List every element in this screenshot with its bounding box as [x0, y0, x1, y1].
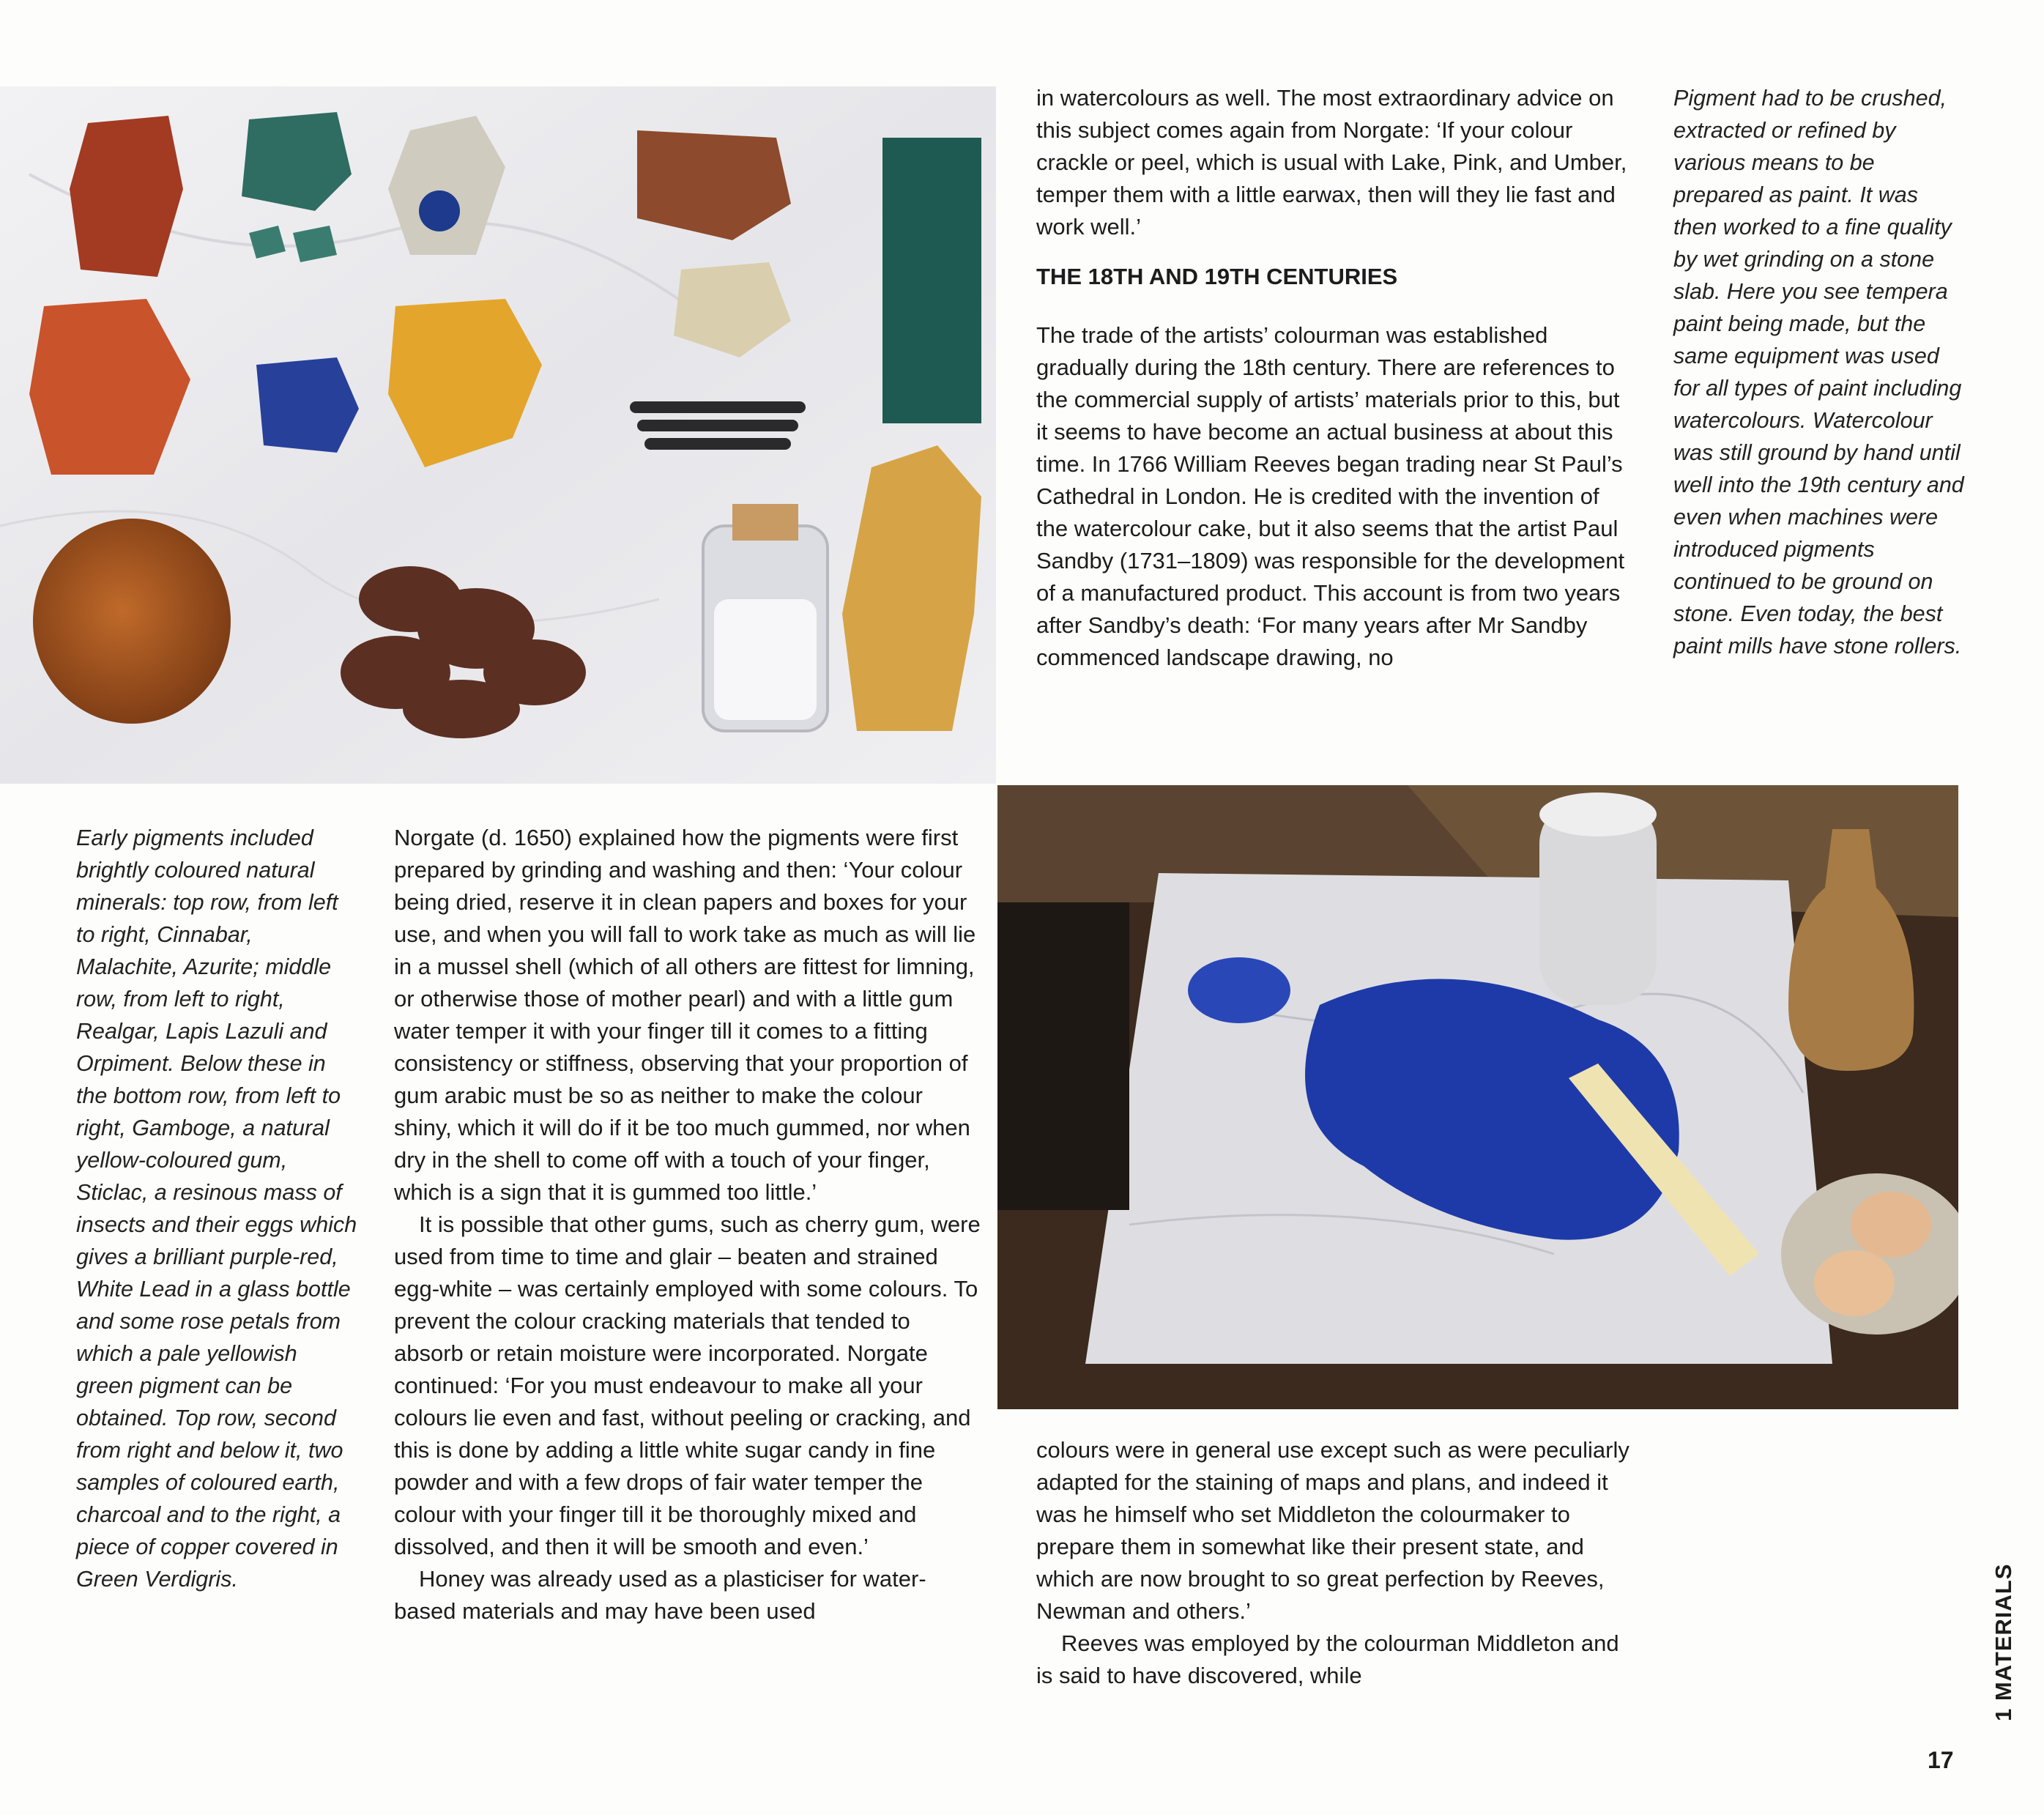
- grinding-caption-text: Pigment had to be crushed, extracted or refined by various means to be prepared as paint. It was then worked to a fine quality by wet grinding on a stone slab. Here you see tempera paint being made, but the same equipment was used for all types of paint including watercolours. Watercolour was still ground by hand until well into the 19th century and even when machines were introduced pigments continued to be ground on stone. Even today, the best paint mills have stone rollers.: [1673, 86, 1964, 658]
- grinding-caption: [1673, 82, 1966, 662]
- body-paragraph: It is possible that other gums, such as cherry gum, were used from time to time and glair – beaten and strained egg-white – was certainly employed with some colours. To prevent the colour cracking materials that tended to absorb or retain moisture were incorporated. Norgate continued: ‘For you must endeavour to make all your colours lie even and fast, without peeling or cracking, and this is done by adding a little white sugar candy in fine powder and with a few drops of fair water temper the colour with your finger till it be thoroughly mixed and dissolved, and then it will be smooth and even.’: [394, 1211, 981, 1559]
- page-number: 17: [1928, 1747, 1954, 1773]
- pigments-caption: [76, 822, 360, 1595]
- grinding-illustration: [997, 785, 1958, 1409]
- body-paragraph: Norgate (d. 1650) explained how the pigments were first prepared by grinding and washing and then: ‘Your colour being dried, reserve it in clean papers and boxes for your use, and when you will fall to work take as much as will lie in a mussel shell (which of all others are fittest for limning, or otherwise those of mother pearl) and with a little gum water temper it with your finger till it comes to a fitting consistency or stiffness, observing that your proportion of gum arabic must be so as neither to make the colour shiny, which it will do if it be too much gummed, nor when dry in the shell to come off with a touch of your finger, which is a sign that it is gummed too little.’: [394, 825, 976, 1205]
- grinding-photo: [997, 785, 1958, 1409]
- verdigris-sample: [882, 138, 981, 423]
- body-paragraph: The trade of the artists’ colourman was established gradually during the 18th century. There are references to the commercial supply of artists’ materials prior to this, but it seems to have become an actual business at about this time. In 1766 William Reeves began trading near St Paul’s Cathedral in London. He is credited with the invention of the watercolour cake, but it also seems that the artist Paul Sandby (1731–1809) was responsible for the development of a manufactured product. This account is from two years after Sandby’s death: ‘For many years after Mr Sandby commenced landscape drawing, no: [1036, 322, 1625, 670]
- pigments-illustration: [0, 86, 996, 784]
- white-lead-bottle: [703, 504, 828, 731]
- body-paragraph: Reeves was employed by the colourman Middleton and is said to have discovered, while: [1036, 1630, 1619, 1688]
- charcoal-sticks: [630, 401, 806, 450]
- body-paragraph: in watercolours as well. The most extraordinary advice on this subject comes again from Norgate: ‘If your colour crackle or peel, which is usual with Lake, Pink, and Umber, temper them with a little earwax, then will they lie fast and work well.’: [1036, 85, 1627, 240]
- body-column-1: [394, 822, 986, 1627]
- section-heading: THE 18TH AND 19TH CENTURIES: [1036, 264, 1398, 289]
- section-label: 1 MATERIALS: [1991, 1563, 2016, 1721]
- gamboge-sample: [33, 519, 231, 724]
- body-column-2: [1036, 82, 1637, 674]
- pigments-caption-text: Early pigments included brightly coloured natural minerals: top row, from left to right, Cinnabar, Malachite, Azurite; middle row, from left to right, Realgar, Lapis Lazuli and Orpiment. Below these in the bottom row, from left to right, Gamboge, a natural yellow-coloured gum, Sticlac, a resinous mass of insects and their eggs which gives a brilliant purple-red, White Lead in a glass bottle and some rose petals from which a pale yellowish green pigment can be obtained. Top row, second from right and below it, two samples of coloured earth, charcoal and to the right, a piece of copper covered in Green Verdigris.: [76, 825, 357, 1592]
- body-column-3: [1036, 1434, 1637, 1692]
- body-paragraph: colours were in general use except such as were peculiarly adapted for the staining of maps and plans, and indeed it was he himself who set Middleton the colourmaker to prepare them in somewhat like their present state, and which are now brought to so great perfection by Reeves, Newman and others.’: [1036, 1437, 1629, 1624]
- body-paragraph: Honey was already used as a plasticiser for water-based materials and may have been used: [394, 1566, 926, 1624]
- pigments-photo: [0, 86, 996, 784]
- pigment-powder: [1188, 957, 1290, 1023]
- dark-jar: [997, 902, 1129, 1210]
